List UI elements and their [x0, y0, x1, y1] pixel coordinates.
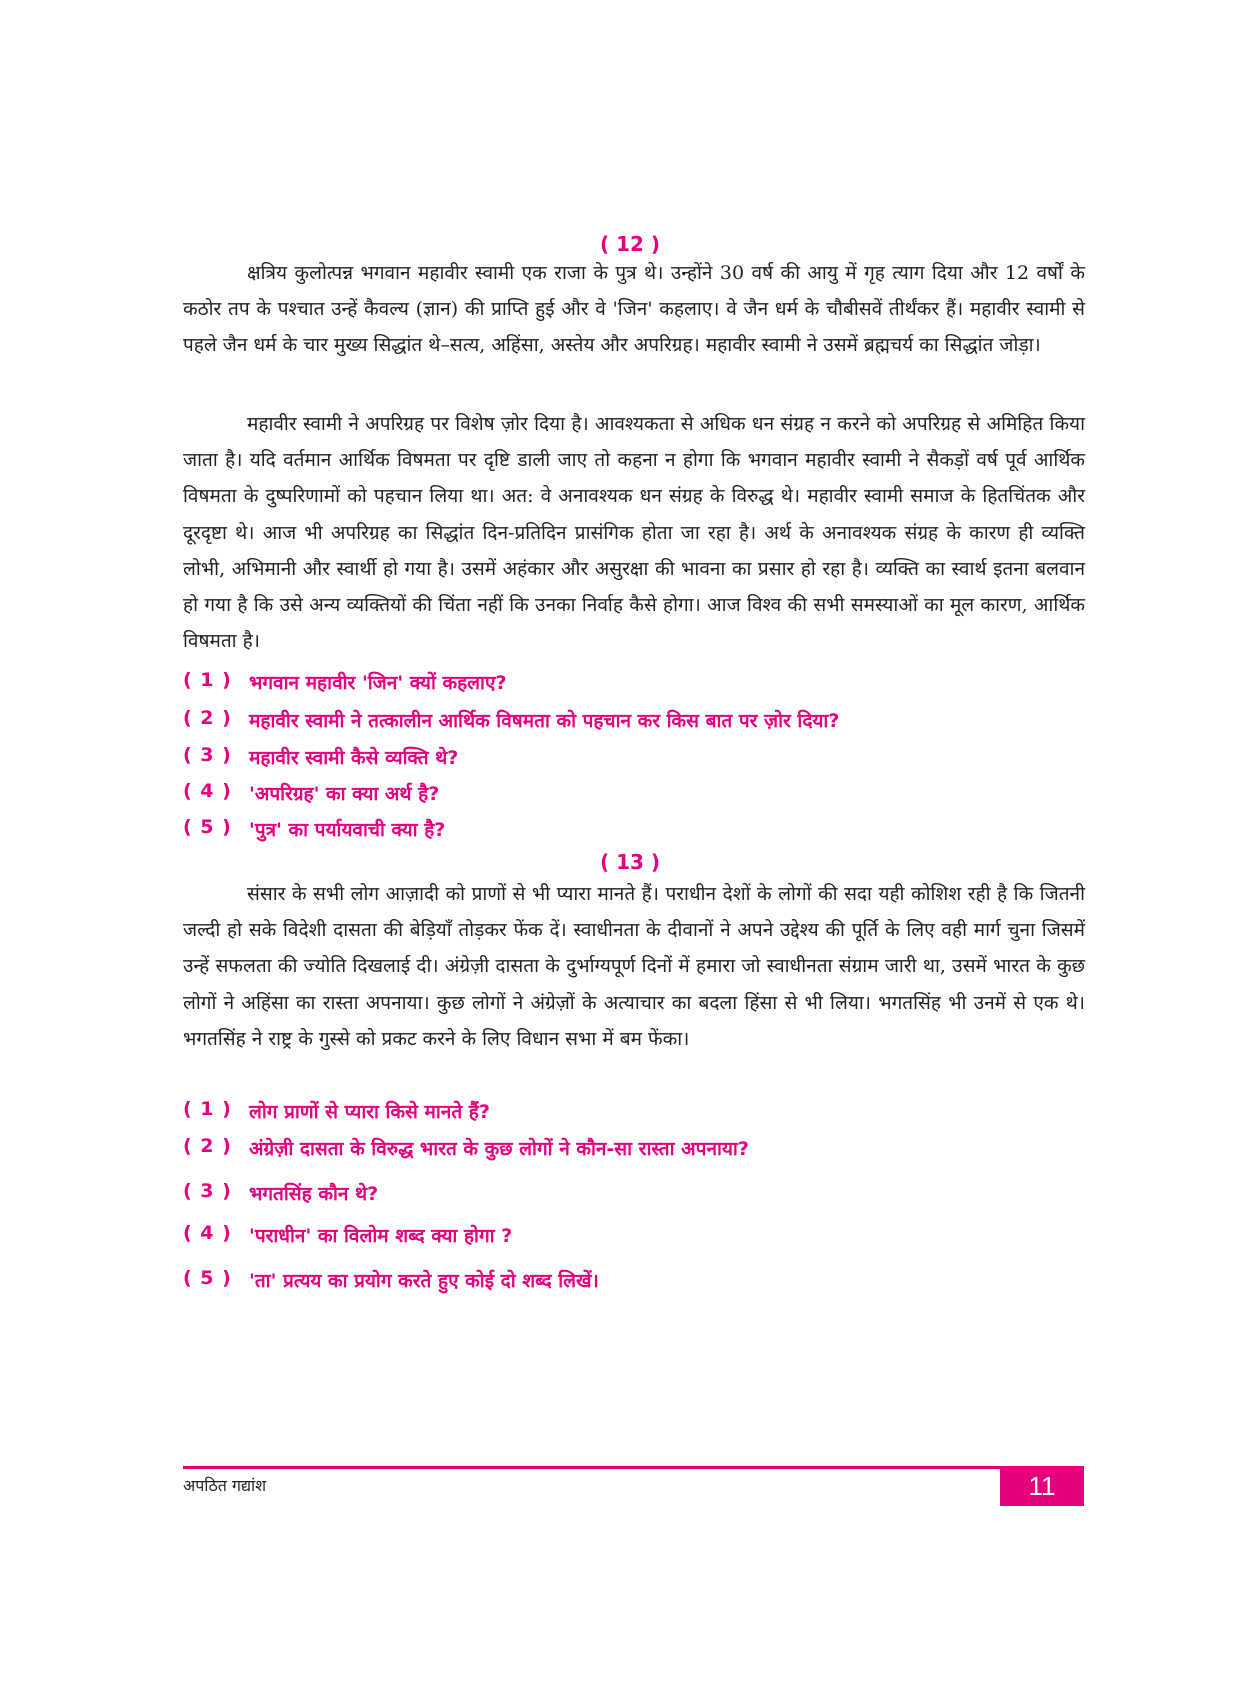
- question-item: [183, 669, 1083, 703]
- question-item: [183, 780, 1083, 814]
- question-item: [183, 1222, 1083, 1256]
- question-number: ( 3 ): [183, 1180, 232, 1202]
- question-number: ( 1 ): [183, 1098, 232, 1120]
- question-text: भगतसिंह कौन थे?: [249, 1183, 379, 1205]
- page-number: 11: [1028, 1470, 1056, 1501]
- question-number: ( 5 ): [183, 1267, 232, 1289]
- question-item: [183, 1180, 1083, 1214]
- question-item: [183, 1135, 1083, 1169]
- passage-number: ( 13 ): [599, 850, 661, 874]
- question-number: ( 2 ): [183, 707, 232, 729]
- passage-number: ( 12 ): [599, 232, 661, 256]
- question-text: भगवान महावीर 'जिन' क्यों कहलाए?: [249, 672, 507, 694]
- footer-label: अपठित गद्यांश: [183, 1476, 267, 1495]
- question-text: अंग्रेज़ी दासता के विरुद्ध भारत के कुछ लोगों ने कौन-सा रास्ता अपनाया?: [249, 1138, 749, 1160]
- question-number: ( 2 ): [183, 1135, 232, 1157]
- page-number-badge: [1000, 1466, 1084, 1506]
- question-number: ( 1 ): [183, 669, 232, 691]
- question-item: [183, 1267, 1083, 1301]
- footer-divider: [183, 1466, 1000, 1469]
- question-text: 'पराधीन' का विलोम शब्द क्या होगा ?: [249, 1225, 513, 1247]
- question-item: [183, 707, 1083, 741]
- question-text: 'ता' प्रत्यय का प्रयोग करते हुए कोई दो शब्द लिखें।: [249, 1270, 599, 1292]
- question-text: 'पुत्र' का पर्यायवाची क्या है?: [249, 819, 446, 841]
- question-text: 'अपरिग्रह' का क्या अर्थ है?: [249, 783, 440, 805]
- question-number: ( 5 ): [183, 816, 232, 838]
- question-text: महावीर स्वामी ने तत्कालीन आर्थिक विषमता को पहचान कर किस बात पर ज़ोर दिया?: [249, 710, 840, 732]
- question-number: ( 4 ): [183, 1222, 232, 1244]
- question-text: लोग प्राणों से प्यारा किसे मानते हैं?: [249, 1101, 490, 1123]
- question-item: [183, 744, 1083, 778]
- passage-paragraph: क्षत्रिय कुलोत्पन्न भगवान महावीर स्वामी एक राजा के पुत्र थे। उन्होंने 30 वर्ष की आयु में गृह त्याग दिया और 12 वर्षों के कठोर तप के पश्चात उन्हें कैवल्य (ज्ञान) की प्राप्ति हुई और वे 'जिन' कहलाए। वे जैन धर्म के चौबीसवें तीर्थंकर हैं। महावीर स्वामी से पहले जैन धर्म के चार मुख्य सिद्धांत थे–सत्य, अहिंसा, अस्तेय और अपरिग्रह। महावीर स्वामी ने उसमें ब्रह्मचर्य का सिद्धांत जोड़ा।: [183, 262, 1085, 357]
- question-item: [183, 816, 1083, 850]
- question-number: ( 4 ): [183, 780, 232, 802]
- question-item: [183, 1098, 1083, 1132]
- passage-paragraph: महावीर स्वामी ने अपरिग्रह पर विशेष ज़ोर दिया है। आवश्यकता से अधिक धन संग्रह न करने को अपरिग्रह से अमिहित किया जाता है। यदि वर्तमान आर्थिक विषमता पर दृष्टि डाली जाए तो कहना न होगा कि भगवान महावीर स्वामी ने सैकड़ों वर्ष पूर्व आर्थिक विषमता के दुष्परिणामों को पहचान लिया था। अत: वे अनावश्यक धन संग्रह के विरुद्ध थे। महावीर स्वामी समाज के हितचिंतक और दूरदृष्टा थे। आज भी अपरिग्रह का सिद्धांत दिन-प्रतिदिन प्रासंगिक होता जा रहा है। अर्थ के अनावश्यक संग्रह के कारण ही व्यक्ति लोभी, अभिमानी और स्वार्थी हो गया है। उसमें अहंकार और असुरक्षा की भावना का प्रसार हो रहा है। व्यक्ति का स्वार्थ इतना बलवान हो गया है कि उसे अन्य व्यक्तियों की चिंता नहीं कि उनका निर्वाह कैसे होगा। आज विश्व की सभी समस्याओं का मूल कारण, आर्थिक विषमता है।: [183, 413, 1085, 653]
- question-number: ( 3 ): [183, 744, 232, 766]
- question-text: महावीर स्वामी कैसे व्यक्ति थे?: [249, 747, 459, 769]
- passage-paragraph: संसार के सभी लोग आज़ादी को प्राणों से भी प्यारा मानते हैं। पराधीन देशों के लोगों की सदा यही कोशिश रही है कि जितनी जल्दी हो सके विदेशी दासता की बेड़ियाँ तोड़कर फेंक दें। स्वाधीनता के दीवानों ने अपने उद्देश्य की पूर्ति के लिए वही मार्ग चुना जिसमें उन्हें सफलता की ज्योति दिखलाई दी। अंग्रेज़ी दासता के दुर्भाग्यपूर्ण दिनों में हमारा जो स्वाधीनता संग्राम जारी था, उसमें भारत के कुछ लोगों ने अहिंसा का रास्ता अपनाया। कुछ लोगों ने अंग्रेज़ों के अत्याचार का बदला हिंसा से भी लिया। भगतसिंह भी उनमें से एक थे। भगतसिंह ने राष्ट्र के गुस्से को प्रकट करने के लिए विधान सभा में बम फेंका।: [183, 883, 1085, 1050]
